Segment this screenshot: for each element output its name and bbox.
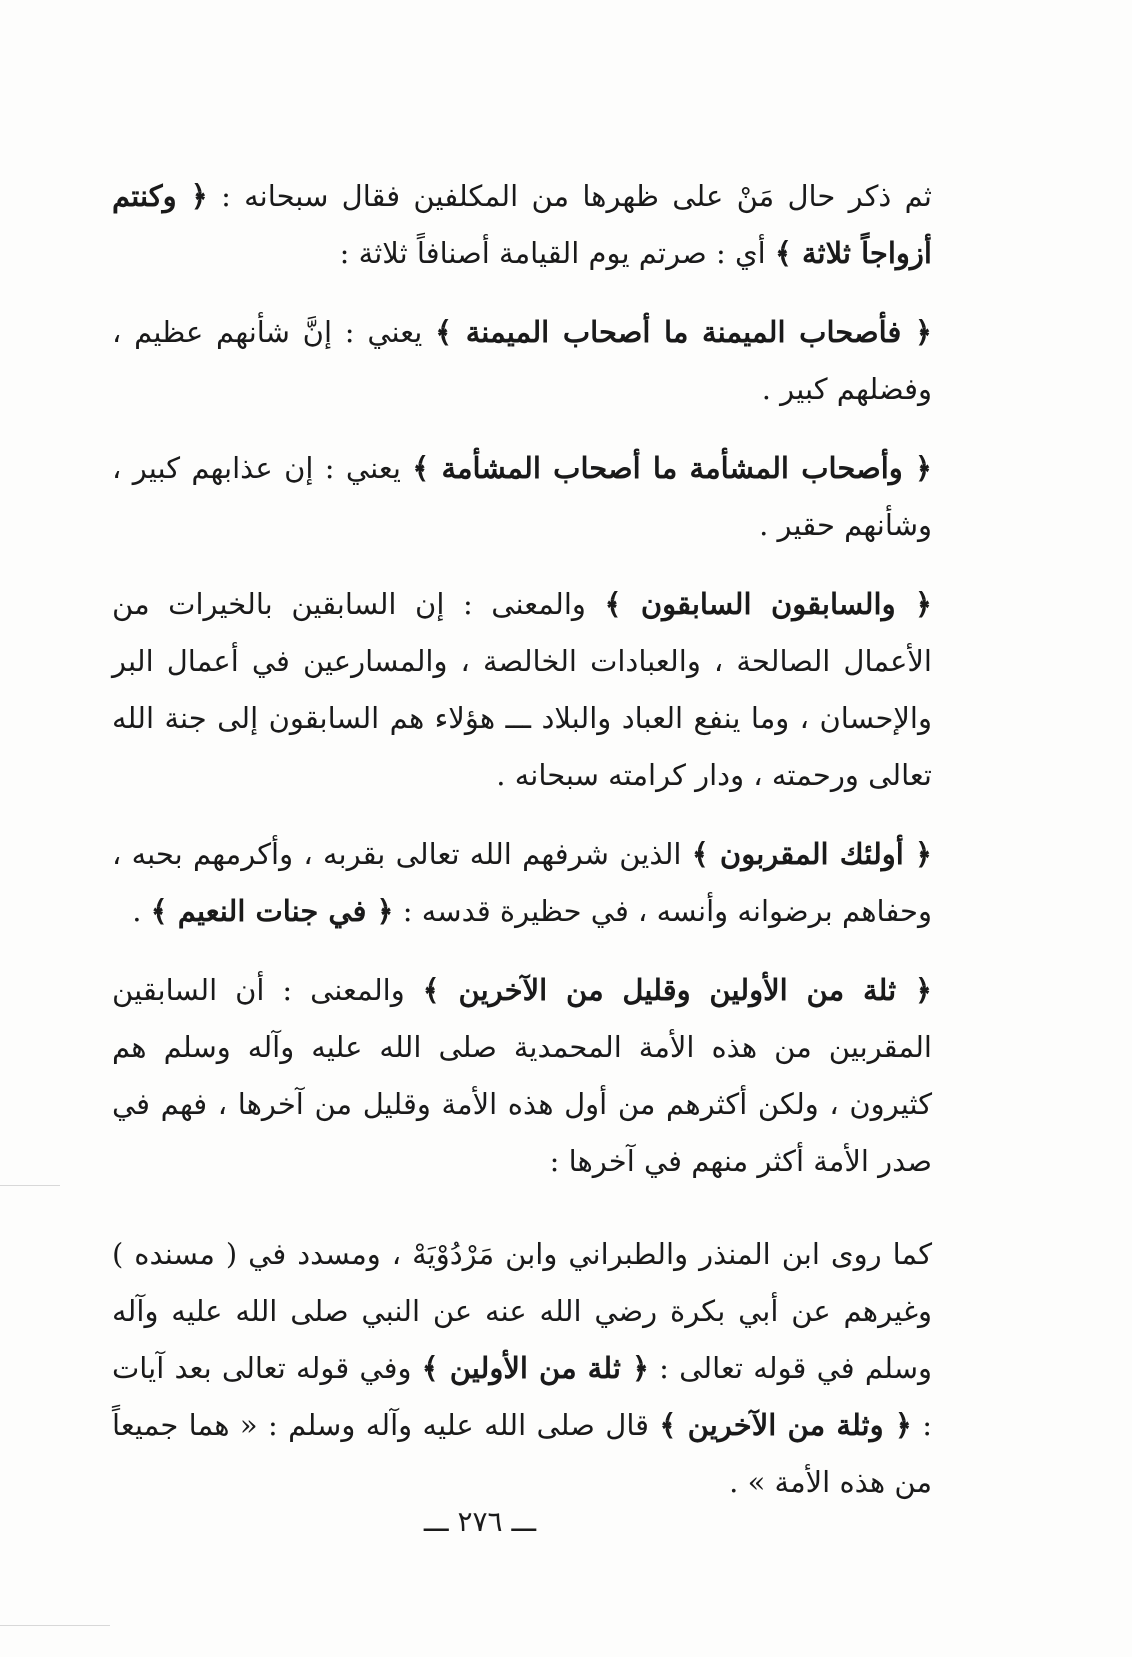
- scan-artifact-line: [0, 1625, 110, 1626]
- quran-verse: ﴿ وكنتم أزواجاً ثلاثة ﴾: [112, 179, 932, 270]
- scan-artifact-line: [0, 1185, 60, 1186]
- quran-verse: ﴿ وثلة من الآخرين ﴾: [659, 1408, 912, 1442]
- paragraph-1: [112, 168, 932, 282]
- quran-verse: ﴿ ثلة من الأولين ﴾: [421, 1351, 649, 1385]
- text-segment: ثم ذكر حال مَنْ على ظهرها من المكلفين فقال سبحانه :: [207, 179, 933, 213]
- text-segment: والمعنى : إن السابقين بالخيرات من الأعمال الصالحة ، والعبادات الخالصة ، والمسارعين في أعمال البر والإحسان ، وما ينفع العباد والبلاد ـــ هؤلاء هم السابقون إلى جنة الله تعالى ورحمته ، ودار كرامته سبحانه .: [112, 587, 932, 792]
- text-segment: يعني : إن عذابهم كبير ، وشأنهم حقير .: [112, 451, 932, 542]
- text-segment: وفي قوله تعالى بعد آيات :: [112, 1351, 932, 1442]
- page-number: ـــ ٢٧٦ ـــ: [423, 1505, 537, 1538]
- paragraph-3: [112, 440, 932, 554]
- paragraph-2: [112, 304, 932, 418]
- quran-verse: ﴿ أولئك المقربون ﴾: [691, 837, 932, 871]
- paragraph-4: [112, 576, 932, 804]
- quran-verse: ﴿ والسابقون السابقون ﴾: [604, 587, 933, 621]
- quran-verse: ﴿ ثلة من الأولين وقليل من الآخرين ﴾: [422, 973, 932, 1007]
- paragraph-5: [112, 826, 932, 940]
- quran-verse: ﴿ وأصحاب المشأمة ما أصحاب المشأمة ﴾: [412, 451, 932, 485]
- quran-verse: ﴿ فأصحاب الميمنة ما أصحاب الميمنة ﴾: [435, 315, 932, 349]
- quran-verse: ﴿ في جنات النعيم ﴾: [150, 894, 394, 928]
- text-segment: أي : صرتم يوم القيامة أصنافاً ثلاثة :: [339, 236, 775, 270]
- text-segment: والمعنى : أن السابقين المقربين من هذه الأمة المحمدية صلى الله عليه وآله وسلم هم كثيرون ، ولكن أكثرهم من أول هذه الأمة وقليل من آخرها ، فهم في صدر الأمة أكثر منهم في آخرها :: [112, 973, 932, 1178]
- paragraph-7: [112, 1226, 932, 1511]
- text-segment: قال صلى الله عليه وآله وسلم : « هما جميعاً من هذه الأمة » .: [112, 1408, 932, 1499]
- paragraph-6: [112, 962, 932, 1190]
- text-segment: .: [132, 894, 151, 928]
- page-body-text: [112, 168, 932, 1533]
- text-segment: كما روى ابن المنذر والطبراني وابن مَرْدُوْيَهْ ، ومسدد في ( مسنده ) وغيرهم عن أبي بكرة رضي الله عنه عن النبي صلى الله عليه وآله وسلم في قوله تعالى :: [112, 1237, 933, 1385]
- text-segment: يعني : إنَّ شأنهم عظيم ، وفضلهم كبير .: [112, 315, 932, 406]
- text-segment: الذين شرفهم الله تعالى بقربه ، وأكرمهم بحبه ، وحفاهم برضوانه وأنسه ، في حظيرة قدسه :: [112, 837, 932, 928]
